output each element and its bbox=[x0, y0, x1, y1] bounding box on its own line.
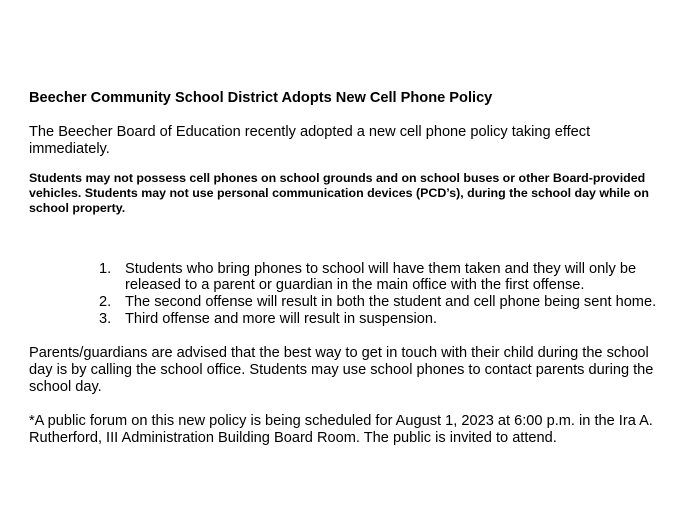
offense-list bbox=[29, 261, 659, 327]
offense-text: The second offense will result in both the student and cell phone being sent home. bbox=[125, 294, 657, 310]
policy-rule-paragraph: Students may not possess cell phones on school grounds and on school buses or other Board-provided vehicles. Students may not use personal communication devices (PCD’s), during the school day while on school property. bbox=[29, 171, 649, 215]
offense-item-1 bbox=[99, 261, 659, 293]
offense-number: 3. bbox=[99, 311, 112, 327]
policy-document bbox=[29, 90, 659, 447]
offense-number: 1. bbox=[99, 261, 112, 277]
advice-paragraph: Parents/guardians are advised that the best way to get in touch with their child during the school day is by calling the school office. Students may use school phones to contact parents during the school day. bbox=[29, 345, 654, 395]
offense-item-2 bbox=[99, 294, 659, 310]
document-title: Beecher Community School District Adopts New Cell Phone Policy bbox=[29, 90, 493, 106]
forum-paragraph: *A public forum on this new policy is being scheduled for August 1, 2023 at 6:00 p.m. in the Ira A. Rutherford, III Administration Building Board Room. The public is invited to attend. bbox=[29, 413, 653, 446]
offense-number: 2. bbox=[99, 294, 112, 310]
offense-text: Students who bring phones to school will have them taken and they will only be released to a parent or guardian in the main office with the first offense. bbox=[125, 261, 637, 293]
intro-paragraph: The Beecher Board of Education recently adopted a new cell phone policy taking effect immediately. bbox=[29, 124, 591, 157]
offense-item-3 bbox=[99, 311, 659, 327]
offense-text: Third offense and more will result in suspension. bbox=[125, 311, 438, 327]
